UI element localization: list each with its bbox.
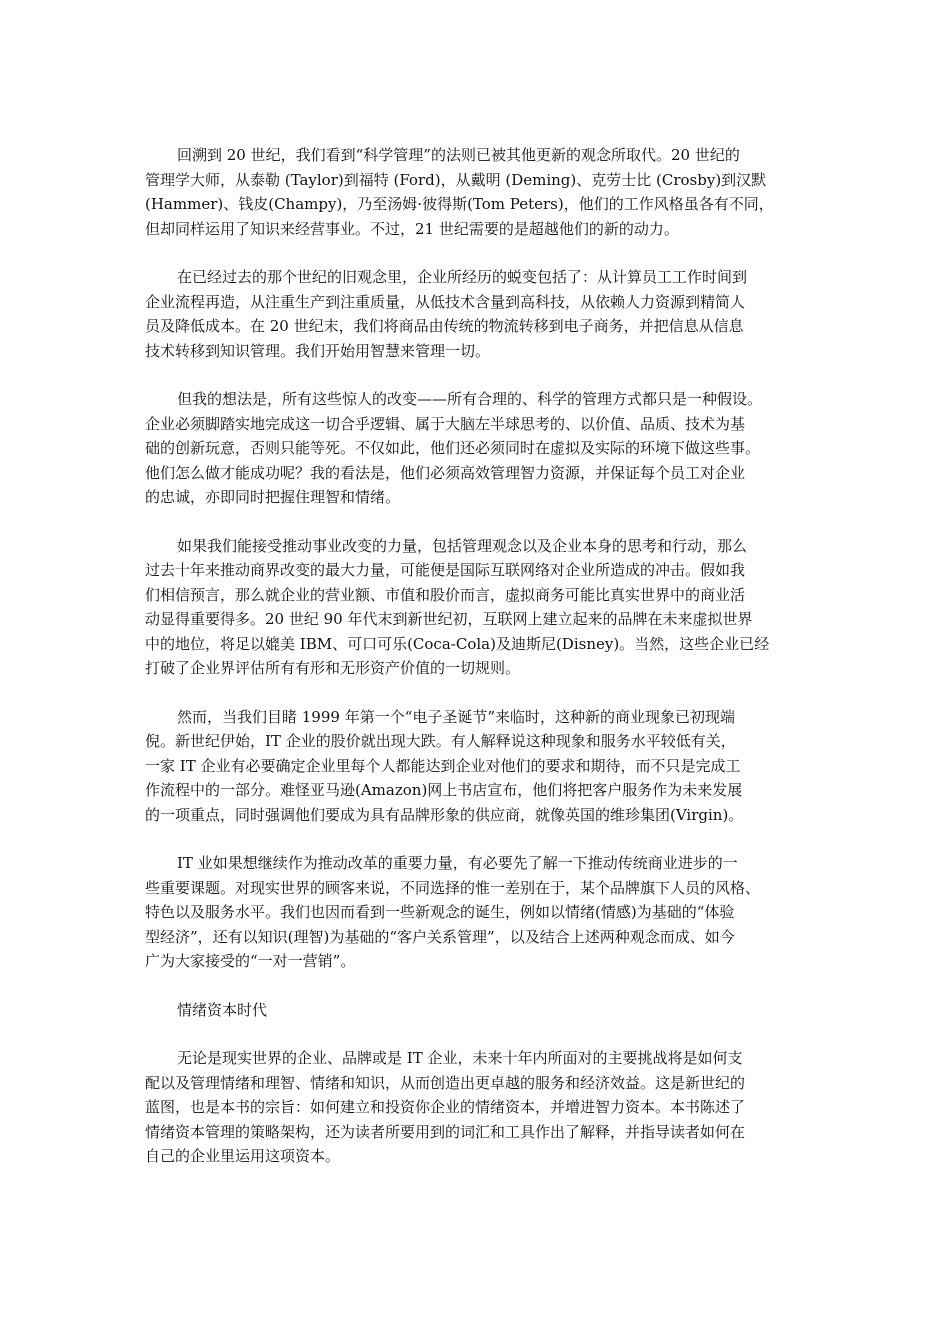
paragraph-line: 在已经过去的那个世纪的旧观念里，企业所经历的蜕变包括了：从计算员工工作时间到	[177, 268, 748, 286]
paragraph-line: 技术转移到知识管理。我们开始用智慧来管理一切。	[145, 341, 491, 360]
paragraph-line: 如果我们能接受推动事业改变的力量，包括管理观念以及企业本身的思考和行动，那么	[177, 536, 748, 555]
paragraph-line: 的忠诚，亦即同时把握住理智和情绪。	[145, 488, 401, 506]
paragraph-7	[145, 1046, 795, 1169]
paragraph-line: 然而，当我们目睹 1999 年第一个“电子圣诞节”来临时，这种新的商业现象已初现端	[177, 707, 736, 726]
paragraph-line: 特色以及服务水平。我们也因而看到一些新观念的诞生，例如以情绪(情感)为基础的“体验	[145, 903, 735, 921]
paragraph-2	[145, 265, 795, 363]
paragraph-line: 中的地位，将足以媲美 IBM、可口可乐(Coca-Cola)及迪斯尼(Disney)。当然，这些企业已经	[145, 634, 770, 653]
paragraph-line: 配以及管理情绪和理智、情绪和知识，从而创造出更卓越的服务和经济效益。这是新世纪的	[145, 1073, 746, 1092]
paragraph-6	[145, 851, 795, 974]
paragraph-4	[145, 534, 795, 681]
paragraph-line: 企业流程再造，从注重生产到注重质量，从低技术含量到高科技，从依赖人力资源到精简人	[145, 292, 746, 311]
paragraph-line: 动显得重要得多。20 世纪 90 年代末到新世纪初，互联网上建立起来的品牌在未来虚拟世界	[145, 610, 753, 628]
paragraph-line: 的一项重点，同时强调他们要成为具有品牌形象的供应商，就像英国的维珍集团(Virgin)。	[145, 805, 744, 824]
paragraph-line: 型经济”，还有以知识(理智)为基础的“客户关系管理”，以及结合上述两种观念而成、如今	[145, 927, 735, 946]
section-heading: 情绪资本时代	[177, 1000, 268, 1019]
paragraph-line: 些重要课题。对现实世界的顾客来说，不同选择的惟一差别在于，某个品牌旗下人员的风格、	[145, 878, 761, 897]
paragraph-line: 但却同样运用了知识来经营事业。不过，21 世纪需要的是超越他们的新的动力。	[145, 219, 679, 238]
paragraph-line: 们相信预言，那么就企业的营业额、市值和股价而言，虚拟商务可能比真实世界中的商业活	[145, 585, 746, 604]
paragraph-line: 企业必须脚踏实地完成这一切合乎逻辑、属于大脑左半球思考的、以价值、品质、技术为基	[145, 414, 746, 433]
paragraph-line: 广为大家接受的“一对一营销”。	[145, 952, 356, 970]
paragraph-line: 员及降低成本。在 20 世纪末，我们将商品由传统的物流转移到电子商务，并把信息从信息	[145, 317, 744, 335]
paragraph-line: 作流程中的一部分。难怪亚马逊(Amazon)网上书店宣布，他们将把客户服务作为未来发展	[145, 781, 743, 799]
paragraph-line: 无论是现实世界的企业、品牌或是 IT 企业，未来十年内所面对的主要挑战将是如何支	[177, 1049, 743, 1067]
paragraph-line: IT 业如果想继续作为推动改革的重要力量，有必要先了解一下推动传统商业进步的一	[177, 854, 738, 872]
paragraph-1	[145, 143, 795, 241]
paragraph-3	[145, 387, 795, 510]
paragraph-line: 但我的想法是，所有这些惊人的改变——所有合理的、科学的管理方式都只是一种假设。	[177, 390, 763, 408]
paragraph-line: 管理学大师，从泰勒 (Taylor)到福特 (Ford)，从戴明 (Deming)、克劳士比 (Crosby)到汉默	[145, 170, 767, 189]
paragraph-line: (Hammer)、钱皮(Champy)，乃至汤姆·彼得斯(Tom Peters)，他们的工作风格虽各有不同，	[145, 195, 774, 213]
paragraph-line: 打破了企业界评估所有有形和无形资产价值的一切规则。	[145, 659, 521, 677]
paragraph-line: 蓝图，也是本书的宗旨：如何建立和投资你企业的情绪资本，并增进智力资本。本书陈述了	[145, 1098, 746, 1116]
paragraph-line: 他们怎么做才能成功呢？我的看法是，他们必须高效管理智力资源，并保证每个员工对企业	[145, 463, 746, 482]
paragraph-line: 过去十年来推动商界改变的最大力量，可能便是国际互联网络对企业所造成的冲击。假如我	[145, 561, 746, 579]
document-body	[145, 143, 795, 1193]
paragraph-line: 自己的企业里运用这项资本。	[145, 1147, 341, 1165]
paragraph-line: 回溯到 20 世纪，我们看到“科学管理”的法则已被其他更新的观念所取代。20 世纪的	[177, 146, 740, 164]
paragraph-line: 倪。新世纪伊始，IT 企业的股价就出现大跌。有人解释说这种现象和服务水平较低有关，	[145, 732, 736, 750]
paragraph-5	[145, 705, 795, 828]
paragraph-line: 础的创新玩意，否则只能等死。不仅如此，他们还必须同时在虚拟及实际的环境下做这些事。	[145, 439, 761, 457]
paragraph-line: 一家 IT 企业有必要确定企业里每个人都能达到企业对他们的要求和期待，而不只是完成工	[145, 756, 741, 775]
paragraph-line: 情绪资本管理的策略架构，还为读者所要用到的词汇和工具作出了解释，并指导读者如何在	[145, 1122, 746, 1141]
